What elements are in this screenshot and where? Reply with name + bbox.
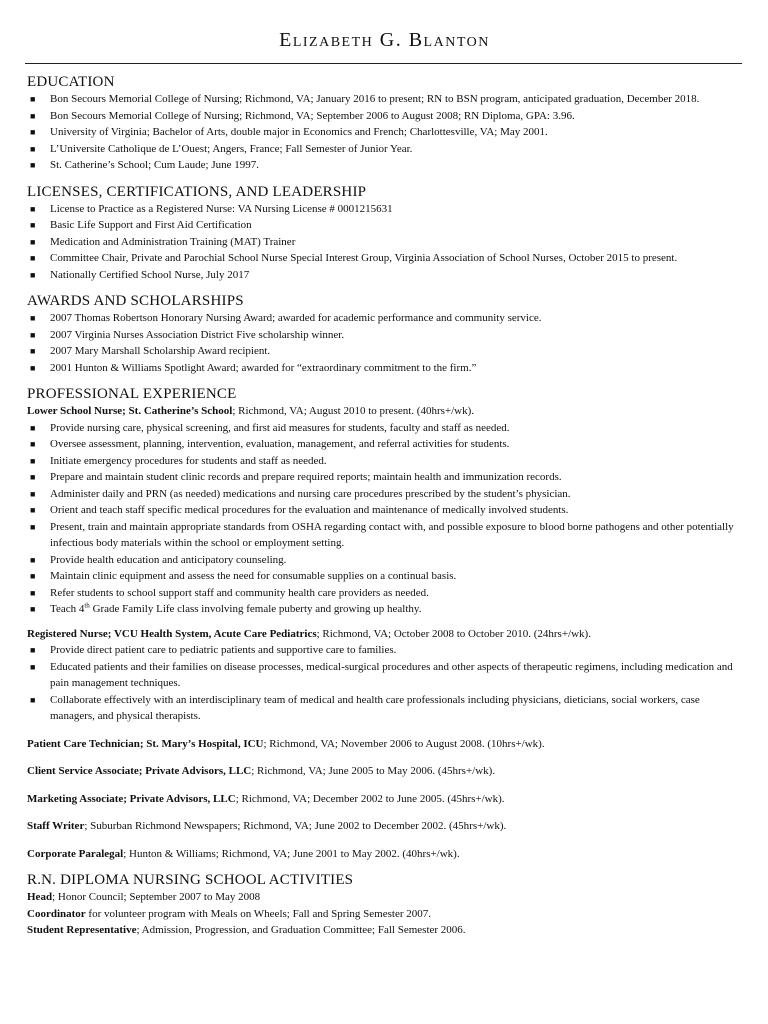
list-item: ■ Maintain clinic equipment and assess the need for consumable supplies on a continual basis. <box>27 568 742 585</box>
bullet-icon: ■ <box>30 488 36 499</box>
bullet-icon: ■ <box>30 346 36 356</box>
list-item: ■ Teach 4th Grade Family Life class involving female puberty and growing up healthy. <box>27 601 742 618</box>
list-item: ■ Orient and teach staff specific medical procedures for the evaluation and maintenance of medically involved students. <box>27 502 742 519</box>
bullet-icon: ■ <box>30 236 36 247</box>
bullet-icon: ■ <box>30 362 36 373</box>
bullet-icon: ■ <box>30 661 36 672</box>
bullet-icon: ■ <box>30 329 36 340</box>
activity-row: Head; Honor Council; September 2007 to May 2008 <box>27 891 261 903</box>
awards-list <box>27 310 742 376</box>
list-item: ■ 2007 Virginia Nurses Association District Five scholarship winner. <box>27 327 742 344</box>
list-item: ■ Collaborate effectively with an interdisciplinary team of medical and health care professionals including physicians, dieticians, social workers, case managers, and physical therapists. <box>30 693 700 722</box>
list-item: ■ Oversee assessment, planning, intervention, evaluation, management, and referral activities for students. <box>27 436 742 453</box>
activities-title: R.N. DIPLOMA NURSING SCHOOL ACTIVITIES <box>27 872 354 888</box>
list-item: ■ L’Universite Catholique de L’Ouest; Angers, France; Fall Semester of Junior Year. <box>27 141 742 158</box>
list-item: ■ Provide health education and anticipatory counseling. <box>27 552 742 569</box>
list-item: ■ St. Catherine’s School; Cum Laude; June 1997. <box>27 157 742 174</box>
list-item: ■ Initiate emergency procedures for students and staff as needed. <box>27 453 742 470</box>
list-item: ■ 2007 Thomas Robertson Honorary Nursing Award; awarded for academic performance and community service. <box>27 310 742 327</box>
job-heading: Lower School Nurse; St. Catherine’s School; Richmond, VA; August 2010 to present. (40hrs+/wk). <box>27 405 475 417</box>
job-duties-list <box>27 642 742 725</box>
list-item: ■ Nationally Certified School Nurse, July 2017 <box>27 267 742 284</box>
bullet-icon: ■ <box>30 521 36 532</box>
list-item: ■ University of Virginia; Bachelor of Arts, double major in Economics and French; Charlottesville, VA; May 2001. <box>27 124 742 141</box>
bullet-icon: ■ <box>30 203 36 214</box>
education-list <box>27 91 742 174</box>
list-item: ■ Present, train and maintain appropriate standards from OSHA regarding contact with, and possible exposure to blood borne pathogens and other potentially infectious body materials within the school or employment setting. <box>30 520 734 549</box>
bullet-icon: ■ <box>30 422 36 433</box>
licenses-section <box>27 184 742 284</box>
list-item: ■ Administer daily and PRN (as needed) medications and nursing care procedures prescribed by the student’s physician. <box>27 486 742 503</box>
job-heading: Corporate Paralegal; Hunton & Williams; Richmond, VA; June 2001 to May 2002. (40hrs+/wk). <box>27 847 460 860</box>
job-heading: Marketing Associate; Private Advisors, LLC; Richmond, VA; December 2002 to June 2005. (45hrs+/wk). <box>27 792 505 805</box>
job-duties-list <box>27 420 742 618</box>
list-item: ■ Educated patients and their families on disease processes, medical-surgical procedures and other aspects of therapeutic regimens, including medication and pain management techniques. <box>30 660 733 689</box>
resume-page <box>27 0 742 53</box>
bullet-icon: ■ <box>30 160 36 170</box>
list-item: ■ Committee Chair, Private and Parochial School Nurse Special Interest Group, Virginia Association of School Nurses, October 2015 to present. <box>27 250 742 267</box>
bullet-icon: ■ <box>30 455 36 466</box>
list-item: ■ Prepare and maintain student clinic records and prepare required reports; maintain health and immunization records. <box>27 469 742 486</box>
list-item: ■ Bon Secours Memorial College of Nursing; Richmond, VA; January 2016 to present; RN to BSN program, anticipated graduation, December 2018. <box>27 91 742 108</box>
awards-title: AWARDS AND SCHOLARSHIPS <box>27 293 244 309</box>
bullet-icon: ■ <box>30 472 36 482</box>
bullet-icon: ■ <box>30 143 36 154</box>
bullet-icon: ■ <box>30 571 36 581</box>
education-section <box>27 74 742 174</box>
activity-row: Student Representative; Admission, Progression, and Graduation Committee; Fall Semester 2006. <box>27 924 466 936</box>
bullet-icon: ■ <box>30 554 36 565</box>
awards-section <box>27 293 742 376</box>
list-item: ■ Medication and Administration Training (MAT) Trainer <box>27 234 742 251</box>
bullet-icon: ■ <box>30 439 36 449</box>
list-item: ■ License to Practice as a Registered Nurse: VA Nursing License # 0001215631 <box>27 201 742 218</box>
list-item: ■ 2007 Mary Marshall Scholarship Award recipient. <box>27 343 742 360</box>
activity-row: Coordinator for volunteer program with Meals on Wheels; Fall and Spring Semester 2007. <box>27 907 431 920</box>
bullet-icon: ■ <box>30 645 36 655</box>
education-title: EDUCATION <box>27 74 115 90</box>
bullet-icon: ■ <box>30 604 36 614</box>
experience-section <box>27 386 742 862</box>
bullet-icon: ■ <box>30 505 36 515</box>
job-heading: Registered Nurse; VCU Health System, Acute Care Pediatrics; Richmond, VA; October 2008 to October 2010. (24hrs+/wk). <box>27 627 591 640</box>
bullet-icon: ■ <box>30 587 36 598</box>
licenses-list <box>27 201 742 284</box>
job-heading: Client Service Associate; Private Advisors, LLC; Richmond, VA; June 2005 to May 2006. (45hrs+/wk). <box>27 765 496 777</box>
activities-section <box>27 872 742 939</box>
list-item: ■ Provide nursing care, physical screening, and first aid measures for students, faculty and staff as needed. <box>27 420 742 437</box>
bullet-icon: ■ <box>30 253 36 263</box>
list-item: ■ 2001 Hunton & Williams Spotlight Award; awarded for “extraordinary commitment to the firm.” <box>27 360 742 377</box>
list-item: ■ Basic Life Support and First Aid Certification <box>27 217 742 234</box>
resume-name: Elizabeth G. Blanton <box>279 29 490 51</box>
experience-title: PROFESSIONAL EXPERIENCE <box>27 386 237 402</box>
list-item: ■ Provide direct patient care to pediatric patients and supportive care to families. <box>27 642 742 659</box>
resume-body <box>27 74 742 939</box>
job-heading: Staff Writer; Suburban Richmond Newspapers; Richmond, VA; June 2002 to December 2002. (45hrs+/wk). <box>27 820 507 832</box>
bullet-icon: ■ <box>30 694 36 705</box>
bullet-icon: ■ <box>30 220 36 230</box>
bullet-icon: ■ <box>30 313 36 323</box>
list-item: ■ Bon Secours Memorial College of Nursing; Richmond, VA; September 2006 to August 2008; RN Diploma, GPA: 3.96. <box>27 108 742 125</box>
bullet-icon: ■ <box>30 127 36 137</box>
header-divider <box>25 63 742 64</box>
job-heading: Patient Care Technician; St. Mary’s Hospital, ICU; Richmond, VA; November 2006 to August 2008. (10hrs+/wk). <box>27 737 545 750</box>
bullet-icon: ■ <box>30 110 36 121</box>
list-item: ■ Refer students to school support staff and community health care providers as needed. <box>27 585 742 602</box>
bullet-icon: ■ <box>30 269 36 280</box>
bullet-icon: ■ <box>30 94 36 104</box>
licenses-title: LICENSES, CERTIFICATIONS, AND LEADERSHIP <box>27 183 367 200</box>
